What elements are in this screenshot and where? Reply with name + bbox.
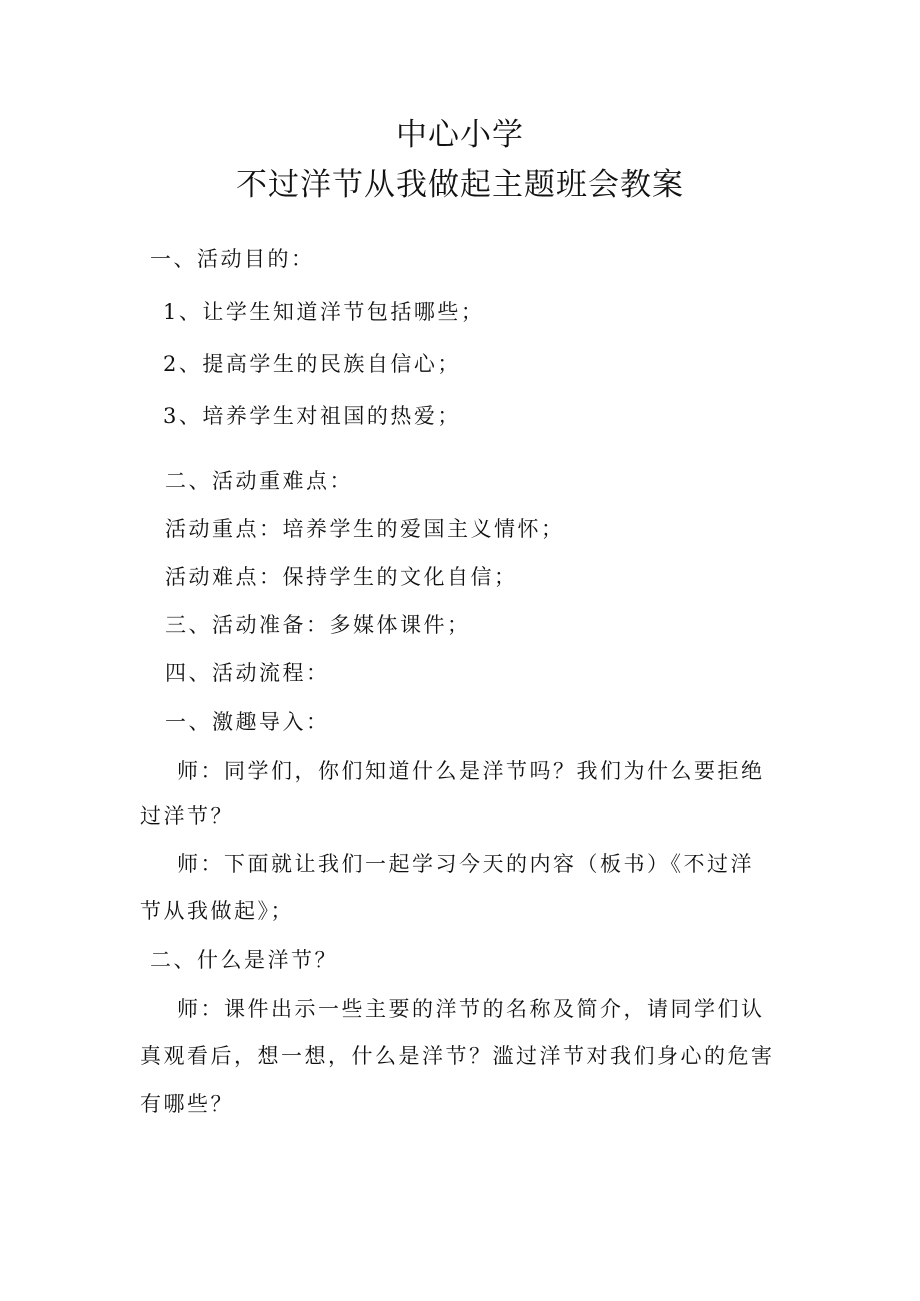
key-point-focus: 活动重点：培养学生的爱国主义情怀； <box>165 517 565 541</box>
process-step-what-is: 二、什么是洋节？ <box>150 948 338 972</box>
section-heading-process: 四、活动流程： <box>165 661 330 685</box>
purpose-item-1: 1、让学生知道洋节包括哪些； <box>163 300 485 324</box>
key-point-difficulty: 活动难点：保持学生的文化自信； <box>165 565 518 589</box>
paragraph-line: 节从我做起》； <box>140 899 294 923</box>
paragraph-line: 有哪些？ <box>140 1092 234 1116</box>
document-title-main: 不过洋节从我做起主题班会教案 <box>236 167 684 203</box>
paragraph-line: 师：同学们，你们知道什么是洋节吗？我们为什么要拒绝 <box>177 759 765 783</box>
paragraph-line: 师：下面就让我们一起学习今天的内容（板书）《不过洋 <box>177 852 754 876</box>
paragraph-line: 真观看后，想一想，什么是洋节？滥过洋节对我们身心的危害 <box>140 1044 775 1068</box>
paragraph-line: 师：课件出示一些主要的洋节的名称及简介，请同学们认 <box>177 997 765 1021</box>
section-heading-preparation: 三、活动准备：多媒体课件； <box>165 613 471 637</box>
process-step-intro: 一、激趣导入： <box>165 710 330 734</box>
purpose-item-2: 2、提高学生的民族自信心； <box>163 352 461 376</box>
section-heading-purpose: 一、活动目的： <box>150 247 315 271</box>
document-title-school: 中心小学 <box>396 117 524 153</box>
purpose-item-3: 3、培养学生对祖国的热爱； <box>163 404 461 428</box>
paragraph-line: 过洋节？ <box>140 804 234 828</box>
section-heading-key-points: 二、活动重难点： <box>165 469 353 493</box>
